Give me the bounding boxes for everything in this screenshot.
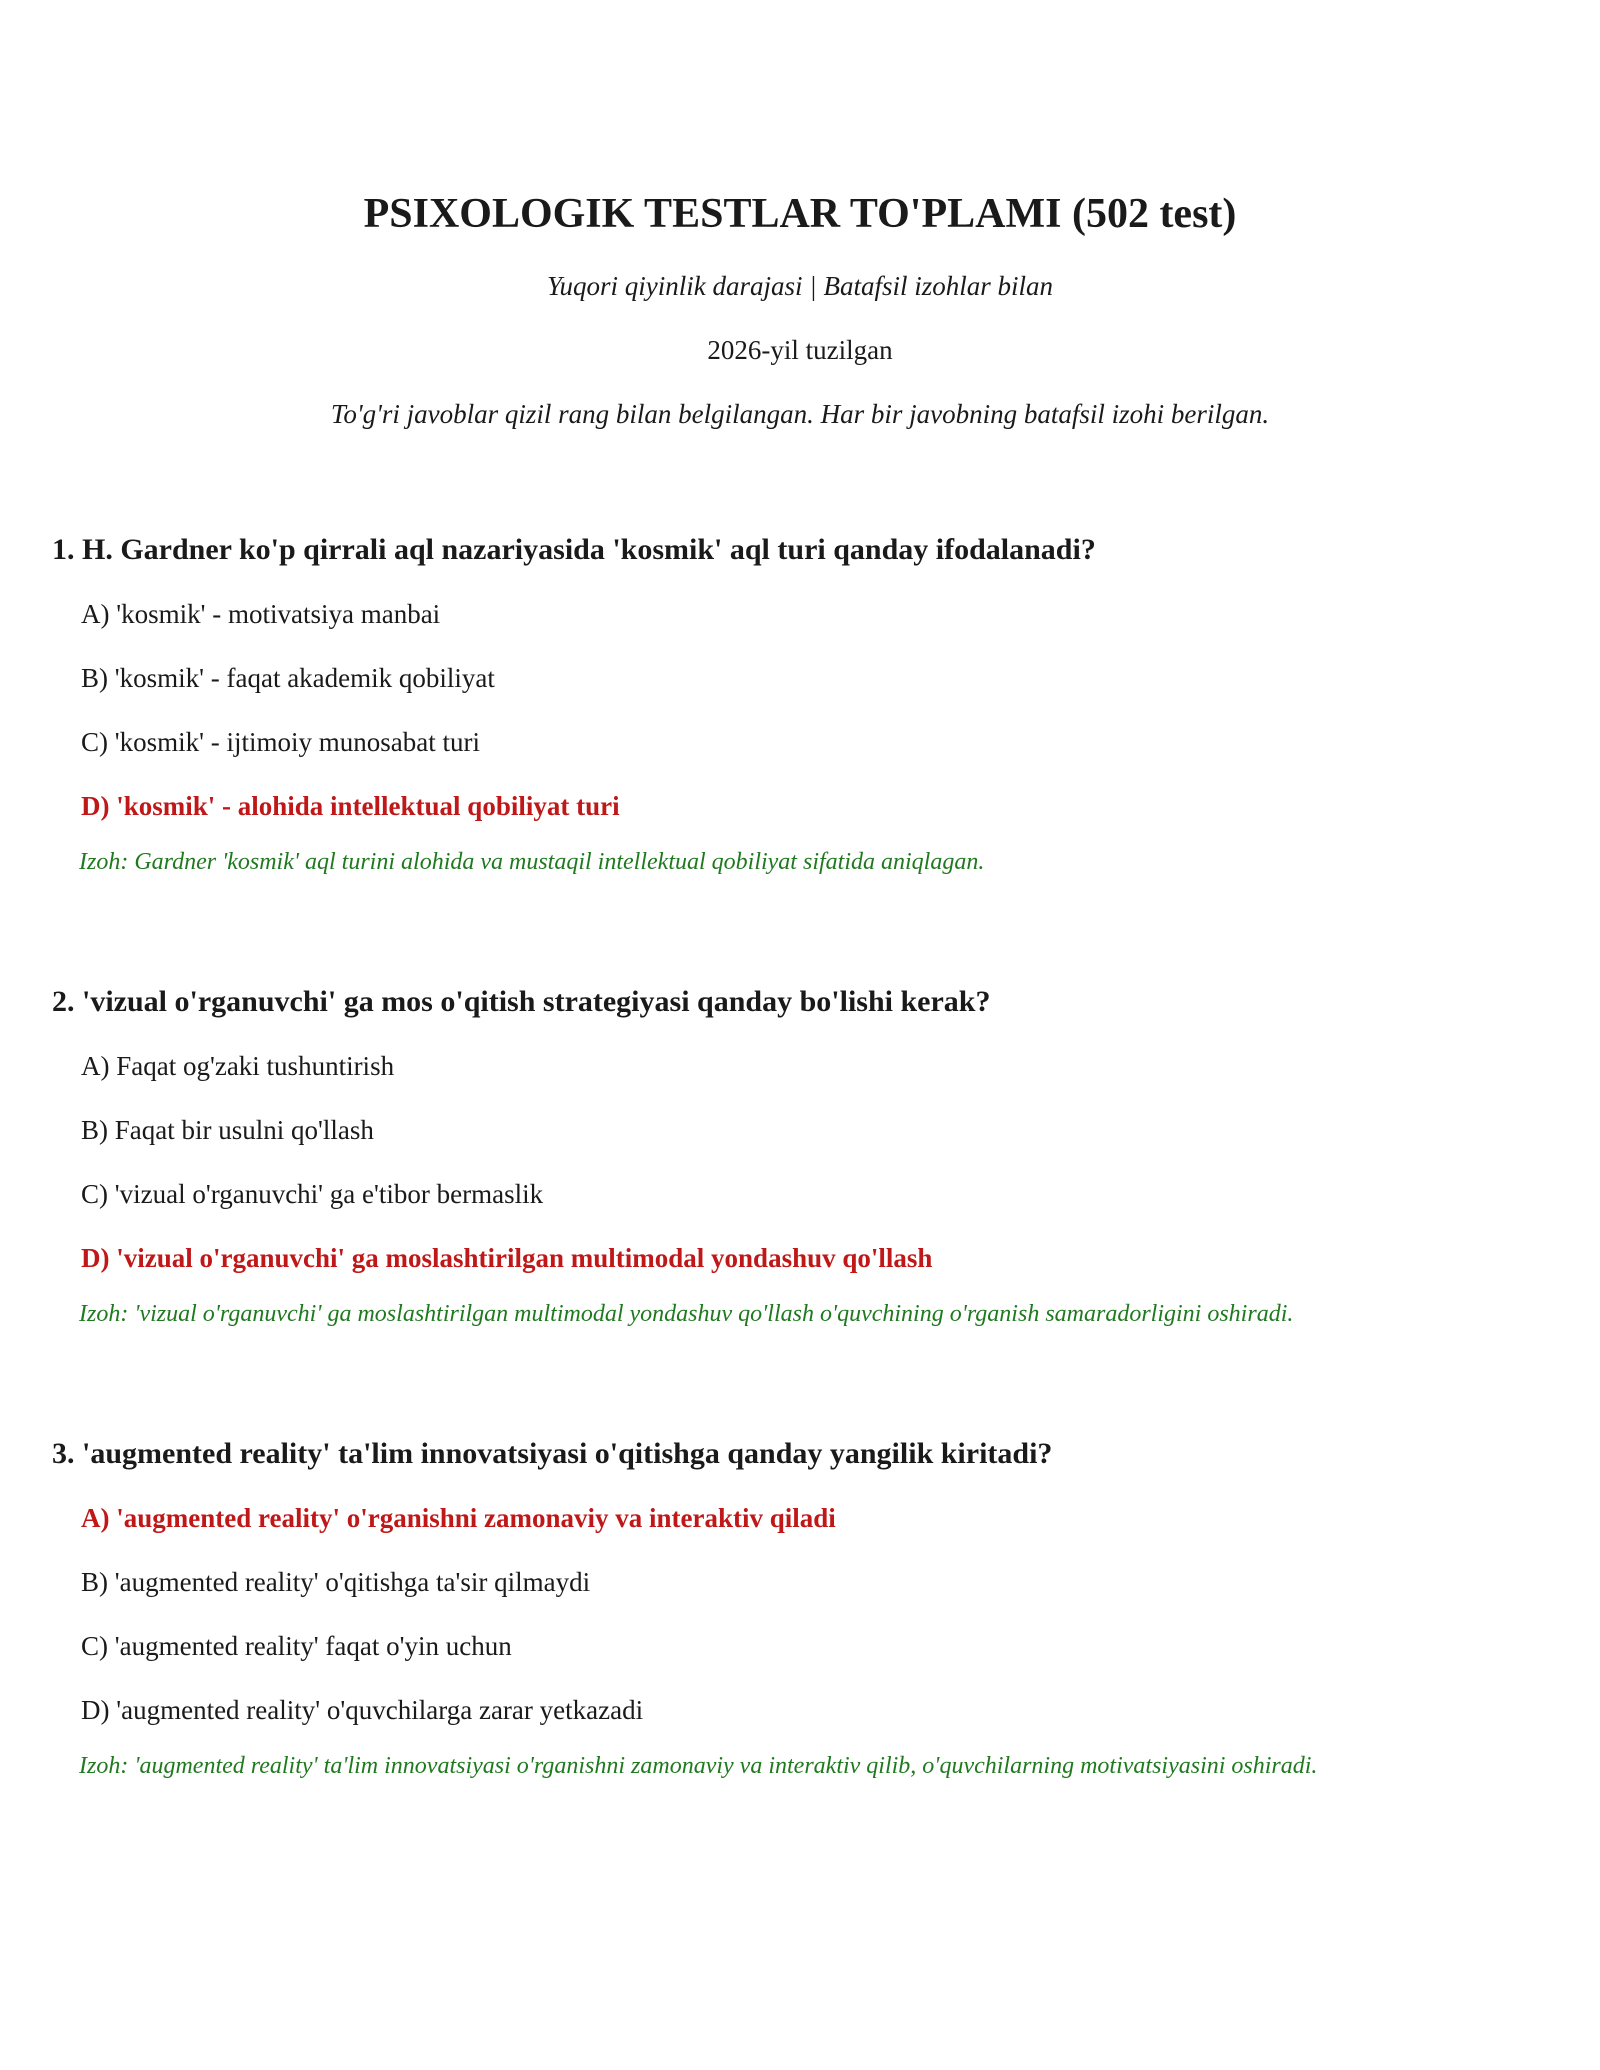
option-a: A) 'kosmik' - motivatsiya manbai (81, 599, 441, 629)
option-d: D) 'augmented reality' o'quvchilarga zarar yetkazadi (81, 1695, 644, 1725)
options-list (52, 594, 1552, 826)
option-b: B) Faqat bir usulni qo'llash (81, 1115, 374, 1145)
option-c: C) 'kosmik' - ijtimoiy munosabat turi (81, 727, 480, 757)
option-a: A) Faqat og'zaki tushuntirish (81, 1051, 395, 1081)
option-d: D) 'vizual o'rganuvchi' ga moslashtirilgan multimodal yondashuv qo'llash (81, 1243, 933, 1273)
options-list (52, 1498, 1552, 1730)
options-list (52, 1046, 1552, 1278)
option-c: C) 'augmented reality' faqat o'yin uchun (81, 1631, 512, 1661)
option-a: A) 'augmented reality' o'rganishni zamonaviy va interaktiv qiladi (81, 1503, 836, 1533)
question-text: 2. 'vizual o'rganuvchi' ga mos o'qitish strategiyasi qanday bo'lishi kerak? (52, 985, 991, 1018)
question-text: 3. 'augmented reality' ta'lim innovatsiyasi o'qitishga qanday yangilik kiritadi? (52, 1437, 1053, 1470)
document-subtitle: Yuqori qiyinlik darajasi | Batafsil izohlar bilan (547, 271, 1053, 301)
option-b: B) 'kosmik' - faqat akademik qobiliyat (81, 663, 495, 693)
question-text: 1. H. Gardner ko'p qirrali aql nazariyasida 'kosmik' aql turi qanday ifodalanadi? (52, 533, 1096, 566)
option-d: D) 'kosmik' - alohida intellektual qobiliyat turi (81, 791, 620, 821)
document-note: To'g'ri javoblar qizil rang bilan belgilangan. Har bir javobning batafsil izohi berilgan. (330, 399, 1270, 429)
option-c: C) 'vizual o'rganuvchi' ga e'tibor bermaslik (81, 1179, 544, 1209)
question-2 (52, 982, 1552, 1332)
explanation: Izoh: Gardner 'kosmik' aql turini alohida va mustaqil intellektual qobiliyat sifatida aniqlagan. (79, 849, 985, 875)
option-b: B) 'augmented reality' o'qitishga ta'sir qilmaydi (81, 1567, 591, 1597)
explanation: Izoh: 'vizual o'rganuvchi' ga moslashtirilgan multimodal yondashuv qo'llash o'quvchining o'rganish samaradorligini oshiradi. (79, 1301, 1294, 1327)
explanation: Izoh: 'augmented reality' ta'lim innovatsiyasi o'rganishni zamonaviy va interaktiv qilib, o'quvchilarning motivatsiyasini oshiradi. (79, 1753, 1318, 1779)
document-year: 2026-yil tuzilgan (707, 335, 893, 365)
document-title: PSIXOLOGIK TESTLAR TO'PLAMI (502 test) (363, 191, 1237, 237)
question-3 (52, 1434, 1552, 1784)
question-1 (52, 530, 1552, 880)
